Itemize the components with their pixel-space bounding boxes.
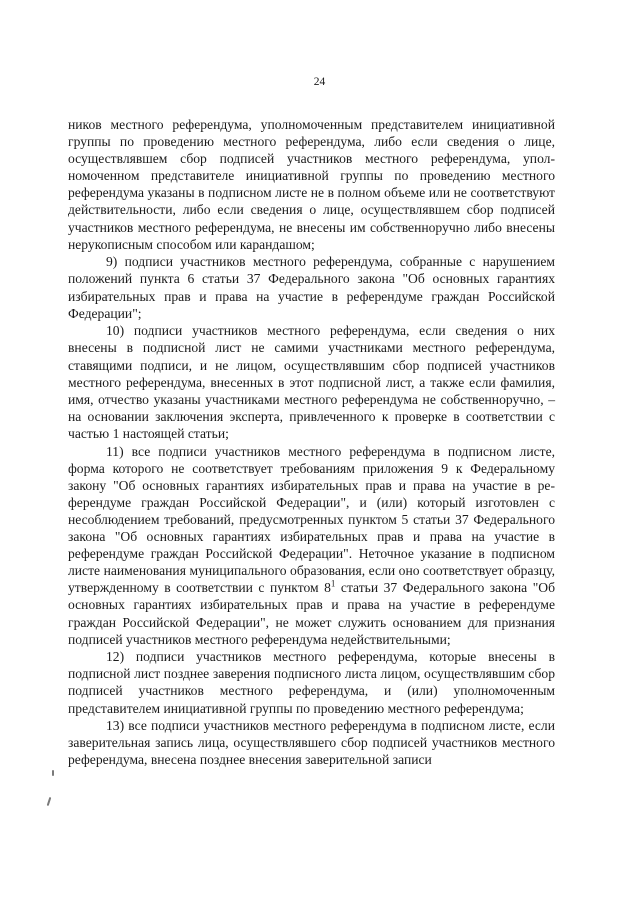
paragraph-item-11 (68, 443, 555, 648)
paragraph-item-11-tail: статьи 37 Федерального закона "Об основных гарантиях избирательных прав и права на участие в референдуме граждан Российской Федерации", не может служить основанием для признания подписей участников местного референдума недействительными; (68, 580, 555, 647)
scan-artifact-mark (47, 797, 52, 806)
scan-artifact-mark (52, 770, 54, 776)
page-number: 24 (313, 76, 326, 88)
paragraph-continuation: ников местного референдума, уполномоченным представителем инициативной группы по проведению местного референдума, либо если сведения о лице, осуществлявшем сбор подписей участников местного референдума, уполномоченном представителе инициативной группы по проведению местного референдума указаны в подписном листе не в полном объеме или не соответствуют действительности, либо если сведения о лице, осуществлявшем сбор подписей участников местного референдума, не внесены им собственноручно либо внесены нерукописным способом или карандашом; (68, 117, 555, 252)
paragraph-item-13: 13) все подписи участников местного референдума в подписном листе, если заверительная запись лица, осуществлявшего сбор подписей участников местного референдума, внесена позднее внесения заверительной записи (68, 718, 555, 768)
paragraph-item-10: 10) подписи участников местного референдума, если сведения о них внесены в подписной лист не самими участниками местного референдума, ставящими подписи, и не лицом, осуществлявшим сбор подписей участников местного референдума, внесенных в этот подписной лист, а также если фамилия, имя, отчество указаны участниками местного референдума не собственноручно, – на основании заключения эксперта, привлеченного к проверке в соответствии с частью 1 настоящей статьи; (68, 323, 555, 441)
document-body (68, 116, 555, 769)
paragraph-item-11-superscript: 1 (330, 578, 336, 589)
paragraph-item-9: 9) подписи участников местного референдума, собранные с нарушением положений пункта 6 статьи 37 Федерального закона "Об основных гарантиях избирательных прав и права на участие в референдуме граждан Российской Федерации"; (68, 254, 555, 321)
paragraph-item-11-text: 11) все подписи участников местного референдума в подписном листе, форма которого не соответствует требованиям приложения 9 к Федеральному закону "Об основных гарантиях избирательных прав и права на участие в референдуме граждан Российской Федерации", и (или) который изготовлен с несоблюдением требований, предусмотренных пунктом 5 статьи 37 Федерального закона "Об основных гарантиях избирательных прав и права на участие в референдуме граждан Российской Федерации". Неточное указание в подписном листе наименования муниципального образования, если оно соответствует образцу, утвержденному в соответствии с пунктом 8 (68, 443, 555, 596)
paragraph-item-12: 12) подписи участников местного референдума, которые внесены в подписной лист позднее заверения подписного листа лицом, осуществлявшим сбор подписей участников местного референдума, и (или) уполномоченным представителем инициативной группы по проведению местного референдума; (68, 649, 555, 716)
